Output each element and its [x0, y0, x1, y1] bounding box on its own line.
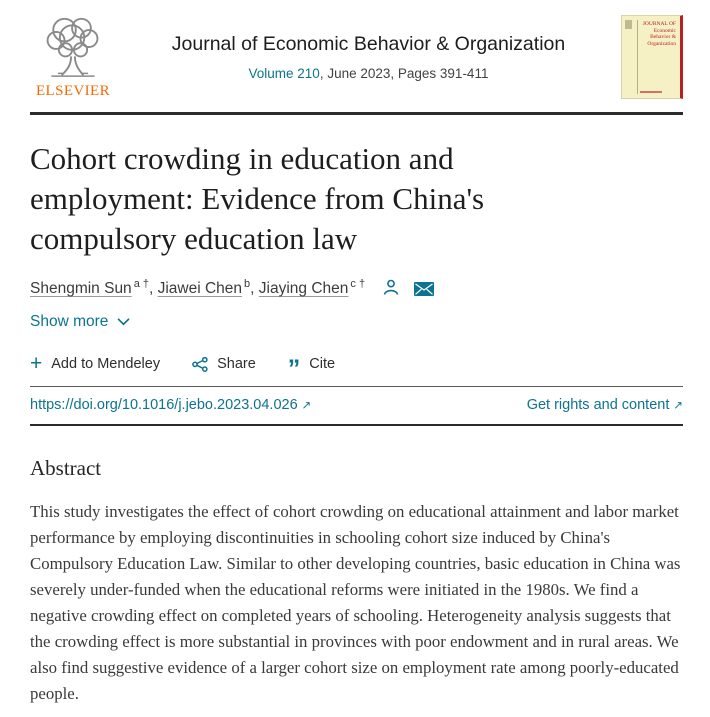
show-more-button[interactable]: [30, 313, 130, 331]
cover-line: JOURNAL OF: [642, 21, 676, 27]
external-link-icon: ↗: [673, 398, 683, 413]
author-action-icons: [369, 280, 433, 297]
author-affiliation-sup: a †: [133, 278, 149, 290]
journal-header: [30, 0, 683, 112]
journal-header-center: [116, 33, 621, 81]
journal-cover-thumbnail[interactable]: [621, 15, 683, 99]
volume-issue-line: [124, 66, 613, 81]
share-icon: [192, 357, 208, 372]
get-rights-link[interactable]: [527, 397, 683, 413]
volume-link[interactable]: Volume 210: [248, 66, 320, 81]
cover-title-text: [643, 21, 676, 47]
author-name-link[interactable]: Jiawei Chen: [157, 280, 243, 298]
author-entry: [158, 280, 259, 297]
show-more-label: Show more: [30, 313, 109, 331]
abstract-section: [30, 456, 683, 707]
cover-footer-text: [640, 91, 662, 93]
share-label: Share: [217, 356, 256, 373]
author-name-link[interactable]: Shengmin Sun: [30, 280, 132, 298]
article-main: [30, 139, 683, 707]
cover-line: Organization: [647, 40, 676, 47]
cover-line: Behavior &: [650, 34, 676, 40]
cite-button[interactable]: ” Cite: [287, 355, 336, 384]
doi-text: https://doi.org/10.1016/j.jebo.2023.04.026: [30, 397, 298, 414]
envelope-icon[interactable]: [414, 282, 434, 296]
elsevier-logo[interactable]: [30, 15, 116, 100]
cover-spine-line: [637, 20, 638, 94]
rights-text: Get rights and content: [526, 397, 670, 414]
share-button[interactable]: [192, 356, 256, 372]
author-entry: [30, 280, 158, 297]
author-separator: ,: [250, 280, 259, 298]
article-actions: [30, 352, 683, 384]
person-icon[interactable]: [382, 279, 400, 296]
add-to-mendeley-label: Add to Mendeley: [51, 356, 161, 373]
journal-title[interactable]: Journal of Economic Behavior & Organization: [171, 33, 566, 55]
abstract-heading: Abstract: [30, 456, 102, 481]
doi-bottom-divider: [30, 424, 683, 426]
cover-line: Economic: [653, 27, 676, 34]
author-affiliation-sup: c †: [350, 278, 366, 290]
article-title: Cohort crowding in education and employment: Evidence from China's compulsory education law: [30, 141, 485, 256]
author-entry: [259, 280, 365, 297]
abstract-text: This study investigates the effect of cohort crowding on educational attainment and labor market performance by employing discontinuities in schooling cohort size induced by China's Compulsory Education Law. Similar to other developing countries, basic education in China was severely under-funded when the educational reforms were initiated in the 1980s. We find a negative crowding effect on completed years of schooling. Heterogeneity analysis suggests that the crowding effect is more substantial in provinces with poor endowment and in rural areas. We also find suggestive evidence of a larger cohort size on employment rate among poorly-educated people.: [30, 502, 681, 704]
cover-publisher-mark: [625, 20, 632, 29]
doi-row: [30, 387, 683, 424]
author-list: [30, 278, 683, 298]
author-affiliation-sup: b: [244, 278, 251, 290]
author-separator: ,: [148, 280, 158, 298]
issue-info: , June 2023, Pages 391-411: [319, 66, 489, 81]
plus-icon: +: [30, 352, 43, 376]
author-name-link[interactable]: Jiaying Chen: [258, 280, 349, 298]
chevron-down-icon: [117, 318, 130, 326]
external-link-icon: ↗: [301, 398, 312, 413]
doi-link[interactable]: [30, 397, 311, 413]
cite-label: Cite: [309, 356, 336, 373]
add-to-mendeley-button[interactable]: [30, 352, 161, 376]
elsevier-tree-icon: [37, 15, 109, 79]
header-divider: [30, 112, 683, 115]
elsevier-wordmark: ELSEVIER: [35, 82, 111, 99]
